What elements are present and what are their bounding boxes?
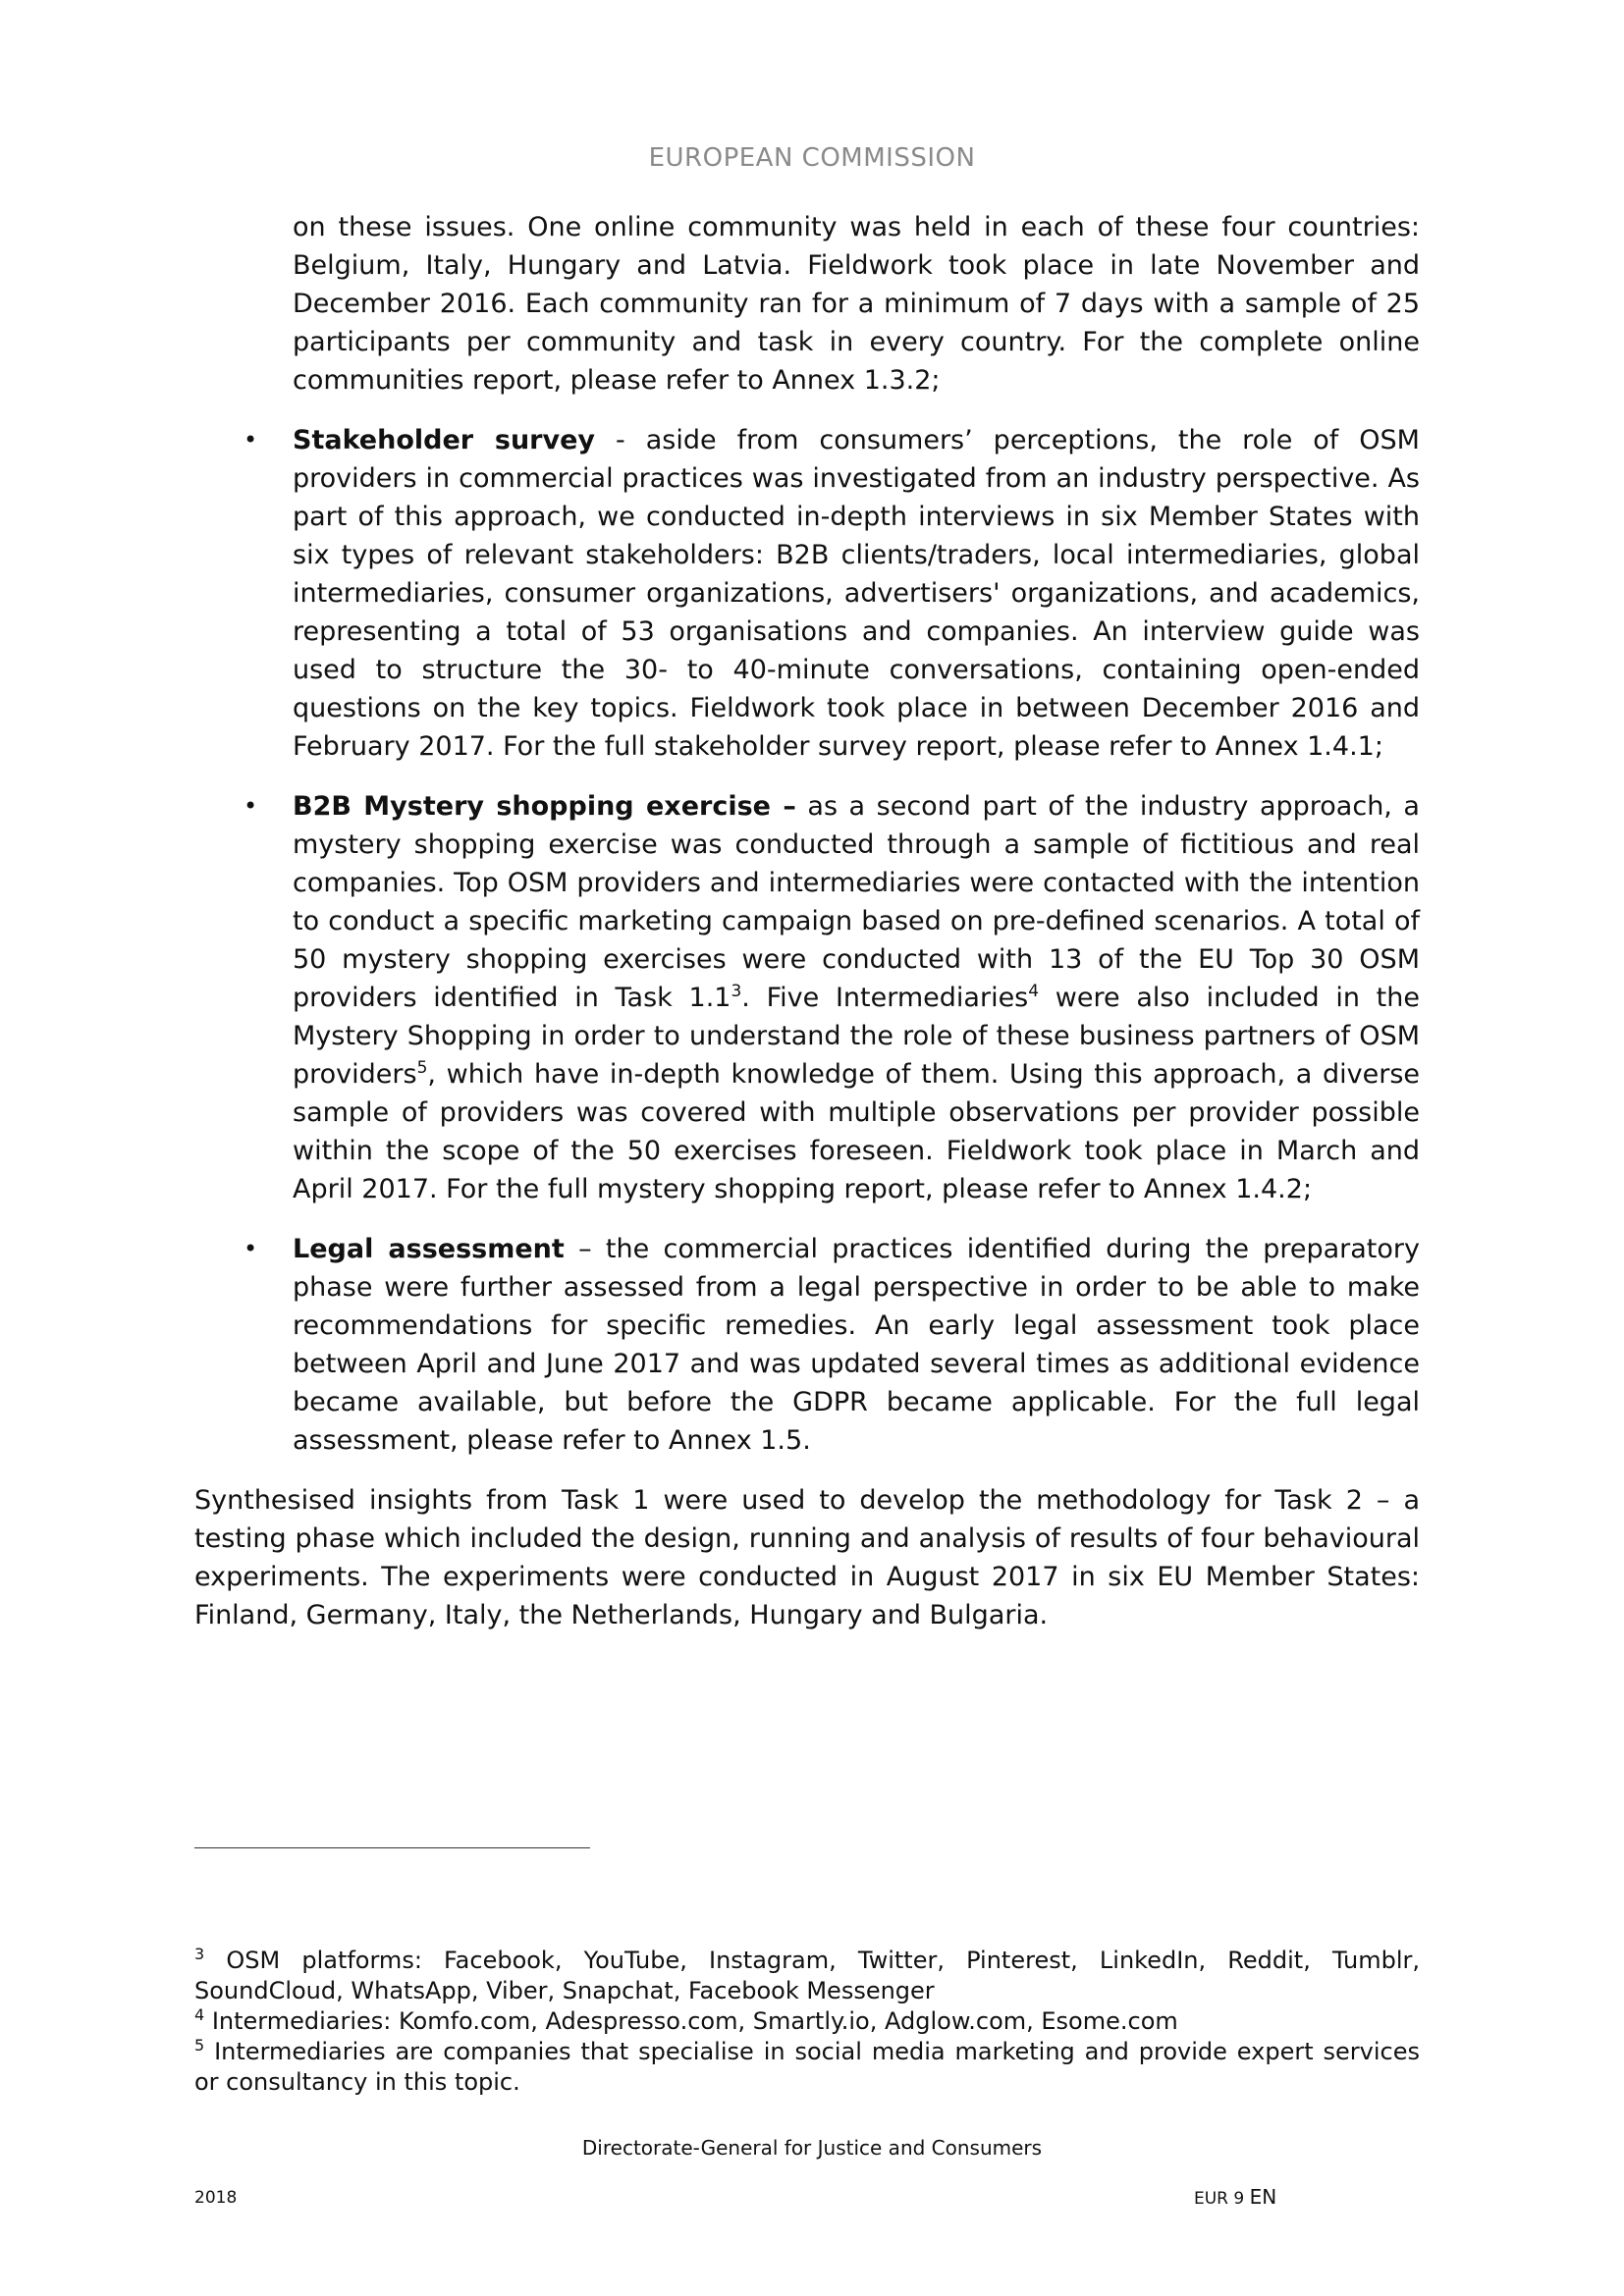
footnote-3 xyxy=(194,1946,1420,2006)
bullet-text: - aside from consumers’ perceptions, the role of OSM providers in commercial practices was investigated from an industry perspective. As part of this approach, we conducted in-depth interviews in six Member States with six types of relevant stakeholders: B2B clients/traders, local intermediaries, global intermediaries, consumer organizations, advertisers' organizations, and academics, representing a total of 53 organisations and companies. An interview guide was used to structure the 30- to 40-minute conversations, containing open-ended questions on the key topics. Fieldwork took place in between December 2016 and February 2017. For the full stakeholder survey report, please refer to Annex 1.4.1; xyxy=(293,425,1420,762)
footnote-4 xyxy=(194,2006,1420,2037)
bullet-icon: • xyxy=(244,1235,258,1262)
bullet-text: . Five Intermediaries xyxy=(741,983,1029,1013)
bullet-text: – the commercial practices identified during the preparatory phase were further assessed from a legal perspective in order to be able to make recommendations for specific remedies. An early legal assessment took place between April and June 2017 and was updated several times as additional evidence became available, but before the GDPR became applicable. For the full legal assessment, please refer to Annex 1.5. xyxy=(293,1234,1420,1456)
footnote-text: Intermediaries: Komfo.com, Adespresso.com, Smartly.io, Adglow.com, Esome.com xyxy=(204,2007,1178,2035)
footnote-text: Intermediaries are companies that specialise in social media marketing and provide expert services or consultancy in this topic. xyxy=(194,2038,1420,2096)
intro-continuation: on these issues. One online community was held in each of these four countries: Belgium, Italy, Hungary and Latvia. Fieldwork took place in late November and December 2016. Each community ran for a minimum of 7 days with a sample of 25 participants per community and task in every country. For the complete online communities report, please refer to Annex 1.3.2; xyxy=(293,212,1420,396)
footnote-5 xyxy=(194,2037,1420,2098)
bullet-text: were also included in the Mystery Shopping in order to understand the role of these business partners of OSM providers xyxy=(293,983,1420,1090)
footnote-text: OSM platforms: Facebook, YouTube, Instagram, Twitter, Pinterest, LinkedIn, Reddit, Tumblr, SoundCloud, WhatsApp, Viber, Snapchat, Facebook Messenger xyxy=(194,1947,1420,2004)
bullet-title: Legal assessment xyxy=(293,1234,565,1264)
footnote-number: 5 xyxy=(194,2036,205,2055)
footnote-ref-4[interactable]: 4 xyxy=(1028,982,1040,1001)
footnote-number: 3 xyxy=(194,1945,205,1963)
bullet-icon: • xyxy=(244,426,258,454)
bullet-title: Stakeholder survey xyxy=(293,425,596,455)
bullet-item-stakeholder-survey xyxy=(244,421,1420,766)
footnotes xyxy=(194,1946,1420,2098)
footnote-ref-3[interactable]: 3 xyxy=(731,982,742,1001)
footnote-ref-5[interactable]: 5 xyxy=(416,1058,428,1078)
closing-paragraph: Synthesised insights from Task 1 were used to develop the methodology for Task 2 – a testing phase which included the design, running and analysis of results of four behavioural experiments. The experiments were conducted in August 2017 in six EU Member States: Finland, Germany, Italy, the Netherlands, Hungary and Bulgaria. xyxy=(194,1485,1420,1630)
bullet-item-legal-assessment xyxy=(244,1230,1420,1460)
page-header: EUROPEAN COMMISSION xyxy=(648,143,976,173)
body-content xyxy=(194,208,1420,1634)
bullet-title: B2B Mystery shopping exercise – xyxy=(293,791,796,822)
bullet-text: as a second part of the industry approach, a mystery shopping exercise was conducted through a sample of fictitious and real companies. Top OSM providers and intermediaries were contacted with the intention to conduct a specific marketing campaign based on pre-defined scenarios. A total of 50 mystery shopping exercises were conducted with 13 of the EU Top 30 OSM providers identified in Task 1.1 xyxy=(293,791,1420,1013)
bullet-item-mystery-shopping xyxy=(244,787,1420,1208)
footer-directorate: Directorate-General for Justice and Consumers xyxy=(581,2136,1043,2160)
footnote-number: 4 xyxy=(194,2005,205,2024)
footer-ref-code: EUR 9 xyxy=(1194,2189,1245,2209)
footer-language: EN xyxy=(1249,2185,1277,2209)
footer-reference xyxy=(1194,2185,1276,2209)
footer-year: 2018 xyxy=(194,2188,238,2208)
footnote-divider xyxy=(194,1847,590,1848)
bullet-icon: • xyxy=(244,792,258,820)
bullet-text: , which have in-depth knowledge of them. Using this approach, a diverse sample of providers was covered with multiple observations per provider possible within the scope of the 50 exercises foreseen. Fieldwork took place in March and April 2017. For the full mystery shopping report, please refer to Annex 1.4.2; xyxy=(293,1059,1420,1204)
